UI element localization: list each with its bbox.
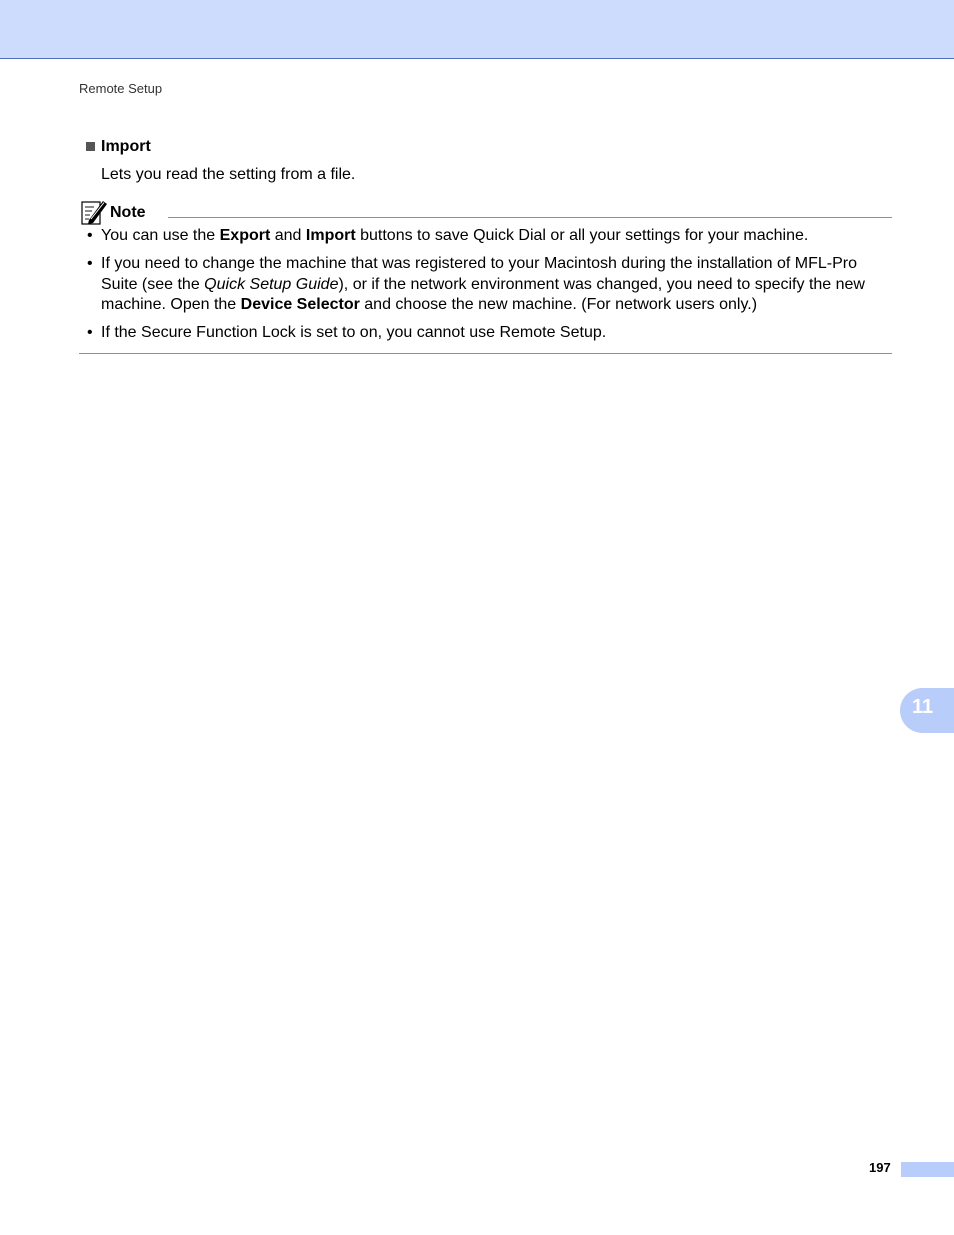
bullet-dot: • (87, 255, 93, 272)
note-top-rule (168, 217, 892, 218)
note-pencil-icon (80, 198, 108, 226)
import-term: Import (305, 227, 356, 244)
export-term: Export (219, 227, 271, 244)
page-number-bar (901, 1162, 954, 1177)
square-bullet-icon (86, 142, 95, 151)
note-text: and choose the new machine. (For network users only.) (359, 296, 758, 313)
note-text: If you need to change the machine that was registered to your Macintosh during the installation of MFL-Pro Suite (see the (101, 255, 857, 293)
note-text: You can use the (101, 227, 220, 244)
note-text: If the Secure Function Lock is set to on, you cannot use Remote Setup. (101, 324, 607, 341)
note-bottom-rule (79, 353, 892, 354)
bullet-dot: • (87, 227, 93, 244)
note-item (87, 323, 893, 344)
guide-reference: Quick Setup Guide (204, 275, 339, 293)
page-number: 197 (869, 1160, 891, 1175)
note-label: Note (110, 204, 146, 221)
device-selector-term: Device Selector (240, 296, 360, 313)
chapter-number: 11 (912, 696, 934, 718)
section-description: Lets you read the setting from a file. (101, 166, 356, 183)
header-band (0, 0, 954, 59)
running-head: Remote Setup (79, 81, 163, 96)
bullet-dot: • (87, 324, 93, 341)
note-text: and (270, 227, 306, 244)
section-title: Import (101, 138, 151, 155)
note-text: buttons to save Quick Dial or all your settings for your machine. (355, 227, 809, 244)
note-text: ), or if the network environment was changed, you need to specify the new machine. Open the (101, 275, 865, 313)
note-item (87, 254, 893, 316)
note-item (87, 226, 893, 247)
